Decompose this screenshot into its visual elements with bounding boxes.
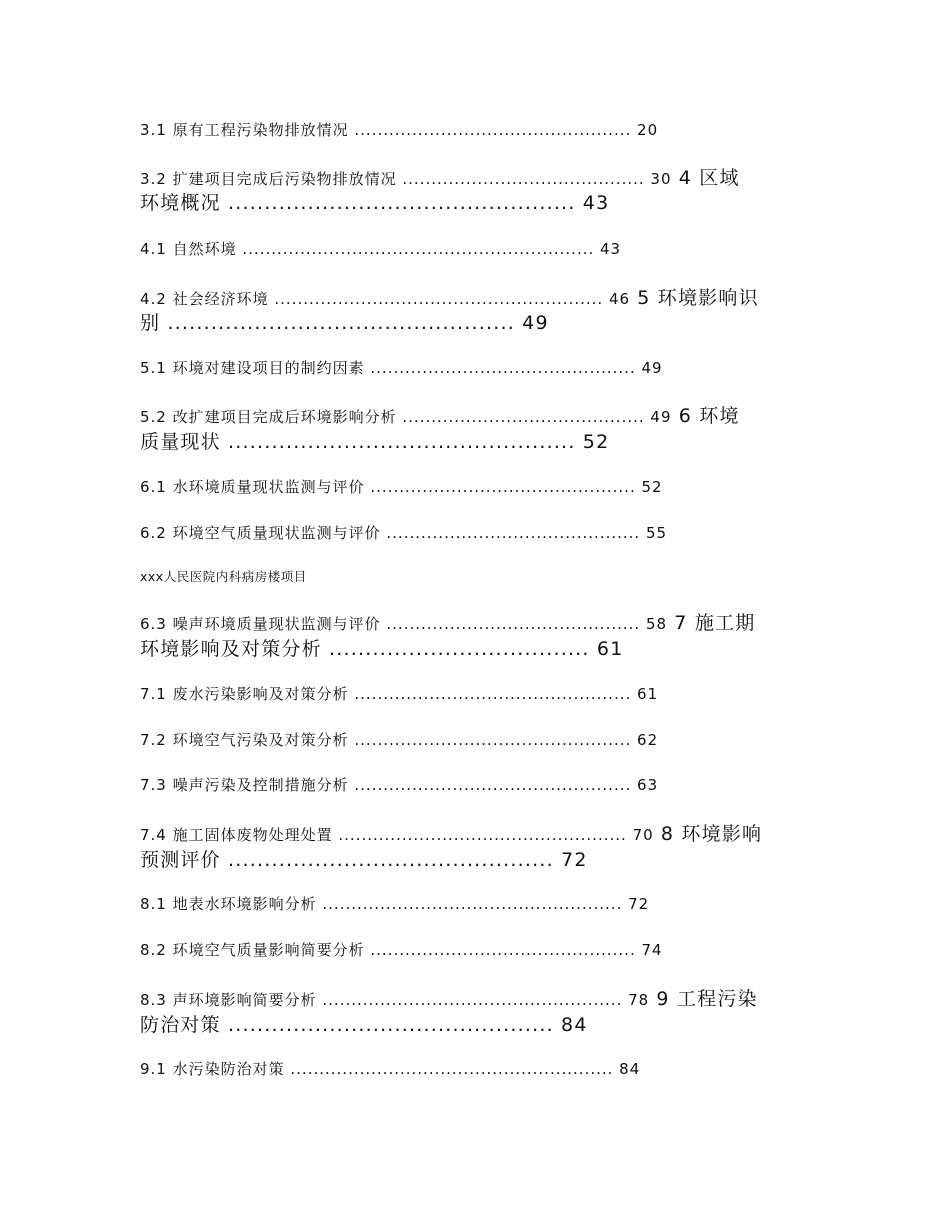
page-header: xxx人民医院内科病房楼项目 (140, 569, 307, 584)
toc-entry-8-3 (140, 984, 758, 1011)
toc-chapter-6: 质量现状 ................................................ 52 (140, 431, 610, 453)
toc-chapter-heading: 8 环境影响 (653, 823, 763, 845)
toc-entry-5-1: 5.1 环境对建设项目的制约因素 .............................................. 49 (140, 359, 663, 377)
toc-entry-6-2: 6.2 环境空气质量现状监测与评价 ............................................ 55 (140, 524, 668, 542)
toc-entry-7-1: 7.1 废水污染影响及对策分析 ................................................ 61 (140, 685, 659, 703)
toc-chapter-heading: 9 工程污染 (649, 988, 758, 1010)
toc-chapter-8: 预测评价 ............................................. 72 (140, 849, 588, 871)
toc-entry-3-2 (140, 163, 740, 190)
toc-entry-8-1: 8.1 地表水环境影响分析 .................................................... 72 (140, 895, 650, 913)
toc-chapter-heading: 6 环境 (671, 405, 740, 427)
toc-entry-5-2 (140, 401, 740, 428)
toc-entry-8-2: 8.2 环境空气质量影响简要分析 .............................................. 74 (140, 941, 663, 959)
toc-entry-7-2: 7.2 环境空气污染及对策分析 ................................................ 62 (140, 731, 659, 749)
toc-entry-text: 7.4 施工固体废物处理处置 .................................................. 70 (140, 826, 654, 844)
toc-entry-text: 4.2 社会经济环境 ......................................................... 46 (140, 290, 631, 308)
toc-entry-9-1: 9.1 水污染防治对策 ........................................................ 84 (140, 1060, 641, 1078)
toc-entry-6-3 (140, 608, 755, 635)
toc-chapter-heading: 5 环境影响识 (630, 287, 759, 309)
toc-entry-4-2 (140, 283, 759, 310)
toc-chapter-heading: 4 区域 (671, 167, 740, 189)
toc-entry-4-1: 4.1 自然环境 ............................................................. 43 (140, 240, 622, 258)
toc-entry-text: 6.3 噪声环境质量现状监测与评价 ............................................ 58 (140, 615, 668, 633)
toc-entry-3-1: 3.1 原有工程污染物排放情况 ................................................ 20 (140, 121, 659, 139)
toc-chapter-4: 环境概况 ................................................ 43 (140, 192, 610, 214)
toc-entry-6-1: 6.1 水环境质量现状监测与评价 .............................................. 52 (140, 478, 663, 496)
toc-entry-text: 5.2 改扩建项目完成后环境影响分析 .......................................... 49 (140, 408, 672, 426)
toc-chapter-9: 防治对策 ............................................. 84 (140, 1014, 588, 1036)
toc-entry-text: 8.3 声环境影响简要分析 .................................................... 78 (140, 991, 650, 1009)
toc-entry-7-3: 7.3 噪声污染及控制措施分析 ................................................ 63 (140, 776, 659, 794)
toc-entry-text: 3.2 扩建项目完成后污染物排放情况 .......................................... 30 (140, 170, 672, 188)
toc-chapter-heading: 7 施工期 (667, 612, 756, 634)
toc-entry-7-4 (140, 819, 762, 846)
toc-chapter-5: 别 ................................................ 49 (140, 312, 549, 334)
toc-chapter-7: 环境影响及对策分析 .................................... 61 (140, 638, 624, 660)
